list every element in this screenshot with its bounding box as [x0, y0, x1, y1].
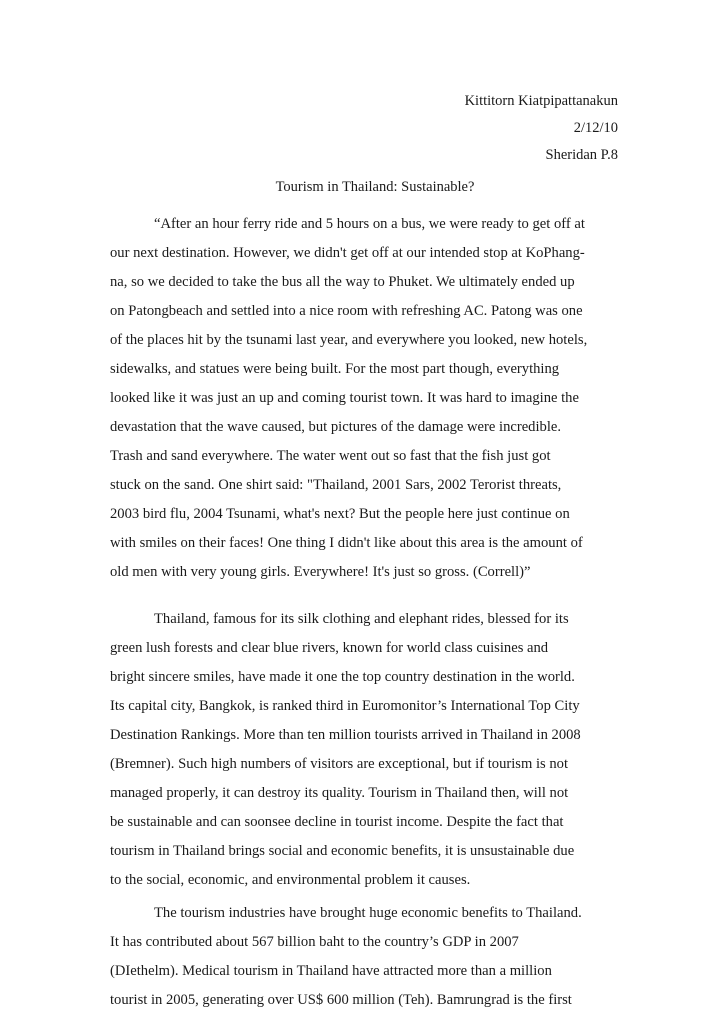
text-line: 2003 bird flu, 2004 Tsunami, what's next? But the people here just continue on — [110, 506, 570, 522]
text-line: stuck on the sand. One shirt said: "Thailand, 2001 Sars, 2002 Terorist threats, — [110, 477, 562, 493]
text-line: tourist in 2005, generating over US$ 600 million (Teh). Bamrungrad is the first — [110, 992, 572, 1008]
text-line: tourism in Thailand brings social and economic benefits, it is unsustainable due — [110, 843, 575, 859]
text-line: “After an hour ferry ride and 5 hours on a bus, we were ready to get off at — [154, 216, 585, 232]
text-line: The tourism industries have brought huge economic benefits to Thailand. — [154, 905, 582, 921]
essay-title: Tourism in Thailand: Sustainable? — [275, 179, 475, 195]
author-name: Kittitorn Kiatpipattanakun — [464, 93, 618, 109]
class-period: Sheridan P.8 — [545, 147, 618, 163]
text-line: sidewalks, and statues were being built. For the most part though, everything — [110, 361, 560, 377]
text-line: of the places hit by the tsunami last year, and everywhere you looked, new hotels, — [110, 332, 588, 348]
text-line: on Patongbeach and settled into a nice room with refreshing AC. Patong was one — [110, 303, 583, 319]
text-line: looked like it was just an up and coming tourist town. It was hard to imagine the — [110, 390, 579, 406]
text-line: na, so we decided to take the bus all the way to Phuket. We ultimately ended up — [110, 274, 575, 290]
text-line: Thailand, famous for its silk clothing and elephant rides, blessed for its — [154, 611, 569, 627]
text-line: with smiles on their faces! One thing I didn't like about this area is the amount of — [110, 535, 583, 551]
text-line: It has contributed about 567 billion baht to the country’s GDP in 2007 — [110, 934, 519, 950]
text-line: Destination Rankings. More than ten million tourists arrived in Thailand in 2008 — [110, 727, 581, 743]
text-line: devastation that the wave caused, but pictures of the damage were incredible. — [110, 419, 562, 435]
text-line: green lush forests and clear blue rivers, known for world class cuisines and — [110, 640, 549, 656]
text-line: (DIethelm). Medical tourism in Thailand have attracted more than a million — [110, 963, 552, 979]
text-line: Its capital city, Bangkok, is ranked third in Euromonitor’s International Top City — [110, 698, 580, 714]
text-line: to the social, economic, and environmental problem it causes. — [110, 872, 471, 888]
text-line: old men with very young girls. Everywhere! It's just so gross. (Correll)” — [110, 564, 531, 580]
text-line: Trash and sand everywhere. The water went out so fast that the fish just got — [110, 448, 551, 464]
text-line: managed properly, it can destroy its quality. Tourism in Thailand then, will not — [110, 785, 569, 801]
essay-date: 2/12/10 — [573, 120, 618, 136]
text-line: our next destination. However, we didn't get off at our intended stop at KoPhang- — [110, 245, 585, 261]
text-line: (Bremner). Such high numbers of visitors are exceptional, but if tourism is not — [110, 756, 568, 772]
text-line: bright sincere smiles, have made it one the top country destination in the world. — [110, 669, 575, 685]
text-line: be sustainable and can soonsee decline in tourist income. Despite the fact that — [110, 814, 564, 830]
